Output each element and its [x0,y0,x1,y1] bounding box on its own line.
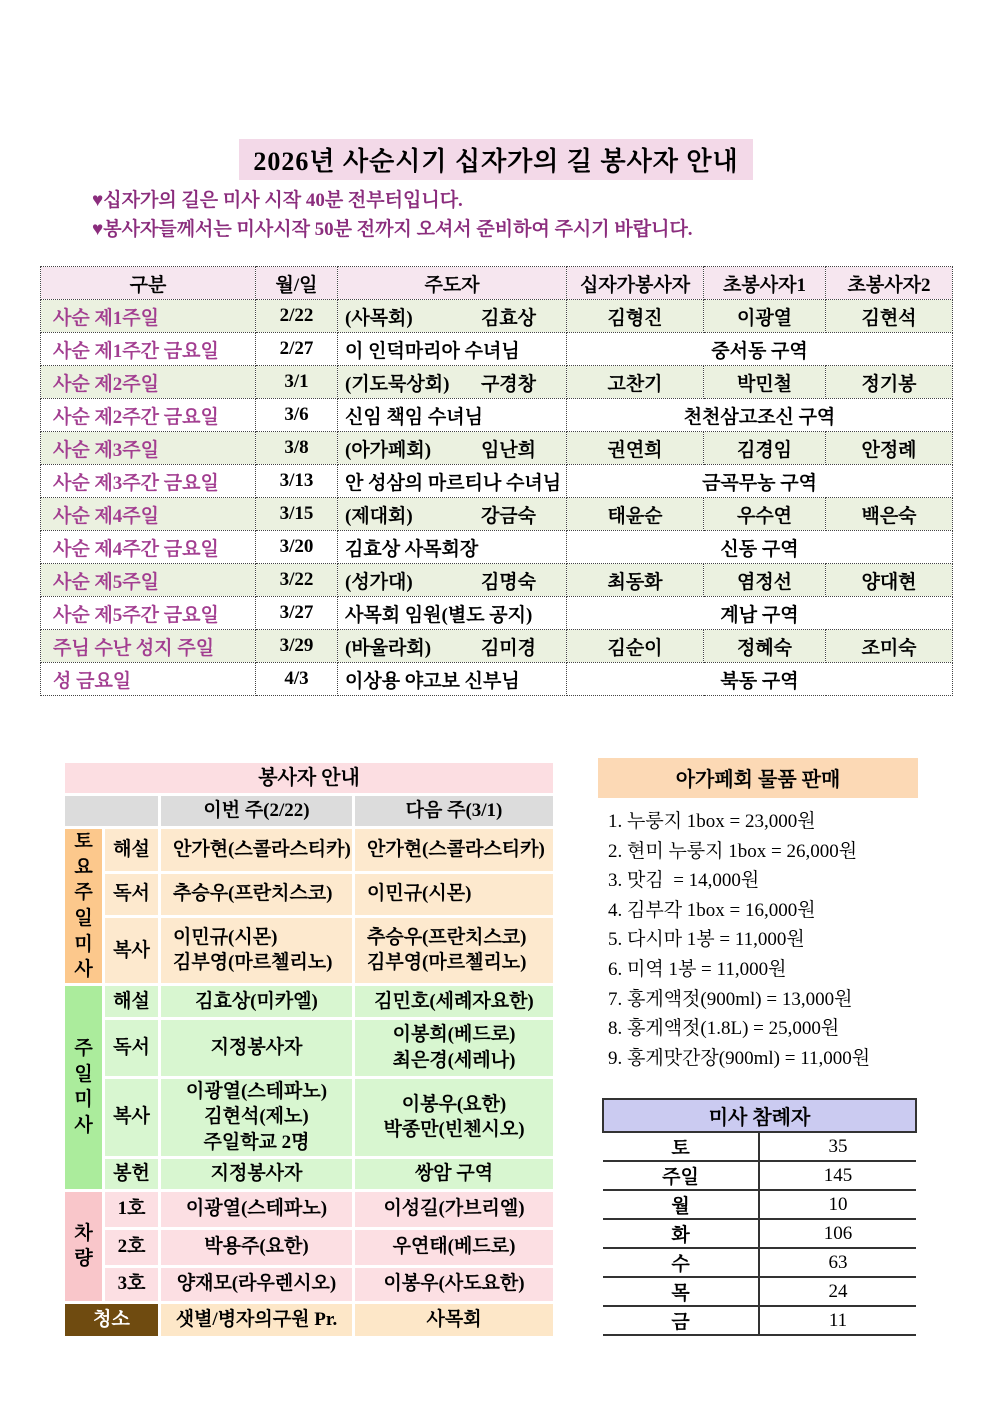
attendance-row [603,1161,916,1190]
col-header-assist1: 초봉사자1 [704,267,826,300]
role-cell: 독서 [104,872,160,917]
cross-volunteer-cell: 고찬기 [567,366,704,399]
notice-line-2: ♥봉사자들께서는 미사시작 50분 전까지 오셔서 준비하여 주시기 바랍니다. [92,219,693,240]
this-week-cell [160,984,354,1018]
role-cell: 복사 [104,917,160,985]
volunteer-name: 이광열(스테파노) [185,1198,328,1220]
sale-item: 5. 다시마 1봉 = 11,000원 [608,929,805,951]
group-label-vehicle: 차량 [64,1190,104,1302]
leader-cell [338,366,567,399]
attendance-row [603,1277,916,1306]
cross-volunteer-cell: 김순이 [567,630,704,663]
leader-cell [338,300,567,333]
volunteer-name: 최은경(세레나) [392,1049,516,1071]
next-week-cell [354,1228,555,1266]
date-cell: 3/20 [256,531,338,564]
date-cell: 3/6 [256,399,338,432]
notice-block [92,186,693,244]
date-cell: 3/15 [256,498,338,531]
this-week-cell [160,917,354,985]
agape-sale-list [598,807,920,1073]
assist1-cell: 정혜숙 [704,630,826,663]
cross-volunteer-cell: 태윤순 [567,498,704,531]
saturday-row [64,917,555,985]
leader-cell [338,399,567,432]
attendance-row [603,1132,916,1161]
category-cell: 사순 제5주간 금요일 [41,597,256,630]
next-week-cell: 사목회 [354,1302,555,1337]
schedule-row [41,630,953,663]
volunteer-title-row [64,762,555,795]
role-cell: 복사 [104,1077,160,1157]
date-cell: 3/27 [256,597,338,630]
leader-cell [338,630,567,663]
volunteer-header-row [64,795,555,828]
agape-sale-title: 아가페회 물품 판매 [598,758,918,798]
sale-item: 1. 누룽지 1box = 23,000원 [608,811,816,832]
schedule-row [41,300,953,333]
page-title-highlight: 2026년 사순시기 십자가의 길 봉사자 안내 [239,139,752,180]
group-label-saturday-mass: 토요주일미사 [64,828,104,985]
volunteer-name: 김효상(미카엘) [195,990,318,1012]
next-week-cell [354,1266,555,1302]
category-cell: 사순 제4주일 [41,498,256,531]
role-cell: 3호 [104,1266,160,1302]
leader-cell [338,531,567,564]
schedule-row [41,333,953,366]
assist1-cell: 김경임 [704,432,826,465]
attendance-title-row [603,1099,916,1132]
category-cell: 주님 수난 성지 주일 [41,630,256,663]
volunteer-name: 지정봉사자 [210,1037,303,1059]
schedule-row [41,465,953,498]
category-cell: 사순 제2주간 금요일 [41,399,256,432]
col-header-date: 월/일 [256,267,338,300]
volunteer-name: 박종만(빈첸시오) [383,1119,525,1141]
category-cell: 사순 제1주간 금요일 [41,333,256,366]
volunteer-name: 추승우(프란치스코) [367,926,527,948]
volunteer-name: 김부영(마르첼리노) [173,952,333,974]
leader-group: (바울라회) [345,637,432,659]
vehicle-row [64,1190,555,1228]
day-cell: 금 [603,1306,759,1335]
leader-name: 임난희 [480,439,536,461]
next-week-cell [354,1157,555,1190]
role-cell: 봉헌 [104,1157,160,1190]
role-cell: 2호 [104,1228,160,1266]
count-cell: 145 [759,1161,916,1190]
leader-cell [338,564,567,597]
this-week-cell [160,1228,354,1266]
schedule-row [41,399,953,432]
date-cell: 3/29 [256,630,338,663]
district-cell: 중서동 구역 [567,333,953,366]
assist2-cell: 안정례 [826,432,953,465]
assist2-cell: 정기봉 [826,366,953,399]
next-week-cell [354,828,555,873]
date-cell: 2/27 [256,333,338,366]
this-week-cell: 샛별/병자의구원 Pr. [160,1302,354,1337]
sale-item: 2. 현미 누룽지 1box = 26,000원 [608,840,858,862]
day-cell: 화 [603,1219,759,1248]
volunteer-name: 이봉우(사도요한) [383,1273,525,1295]
this-week-cell [160,1157,354,1190]
assist1-cell: 박민철 [704,366,826,399]
count-cell: 35 [759,1132,916,1161]
attendance-row [603,1190,916,1219]
district-cell: 금곡무농 구역 [567,465,953,498]
volunteer-name: 이성길(가브리엘) [383,1198,525,1220]
this-week-cell [160,1266,354,1302]
page-title [0,139,992,180]
vehicle-row [64,1266,555,1302]
leader-group: (기도묵상회) [345,373,450,395]
attendance-table [602,1098,917,1336]
count-cell: 24 [759,1277,916,1306]
leader-group: (성가대) [345,571,413,593]
next-week-cell [354,984,555,1018]
attendance-title: 미사 참례자 [603,1099,916,1132]
sunday-row [64,1157,555,1190]
assist1-cell: 우수연 [704,498,826,531]
assist1-cell: 염정선 [704,564,826,597]
volunteer-table [62,760,556,1339]
saturday-row [64,872,555,917]
leader-name: 구경창 [480,373,536,395]
assist2-cell: 조미숙 [826,630,953,663]
category-cell: 사순 제1주일 [41,300,256,333]
volunteer-name: 김민호(세례자요한) [374,990,534,1012]
col-header-cross: 십자가봉사자 [567,267,704,300]
sunday-row [64,1077,555,1157]
next-week-cell [354,917,555,985]
role-cell: 해설 [104,828,160,873]
vehicle-row [64,1228,555,1266]
district-cell: 계남 구역 [567,597,953,630]
day-cell: 목 [603,1277,759,1306]
schedule-table [40,266,953,696]
schedule-row [41,564,953,597]
leader-group: (사목회) [345,307,413,329]
schedule-header-row [41,267,953,300]
schedule-row [41,663,953,696]
district-cell: 신동 구역 [567,531,953,564]
date-cell: 3/8 [256,432,338,465]
next-week-cell [354,1077,555,1157]
role-cell: 해설 [104,984,160,1018]
schedule-row [41,366,953,399]
leader-name: 신임 책임 수녀님 [345,406,483,428]
attendance-row [603,1219,916,1248]
sale-item: 6. 미역 1봉 = 11,000원 [608,958,787,980]
count-cell: 106 [759,1219,916,1248]
assist2-cell: 양대현 [826,564,953,597]
volunteer-name: 김부영(마르첼리노) [367,952,527,974]
volunteer-name: 쌍암 구역 [414,1162,494,1184]
sale-item: 3. 맛김 = 14,000원 [608,870,760,892]
role-cell: 1호 [104,1190,160,1228]
volunteer-header-blank [64,795,160,828]
volunteer-title: 봉사자 안내 [64,762,555,795]
assist2-cell: 김현석 [826,300,953,333]
volunteer-name: 추승우(프란치스코) [173,883,333,905]
group-label-cleaning: 청소 [64,1302,160,1337]
col-header-assist2: 초봉사자2 [826,267,953,300]
saturday-row [64,828,555,873]
cleaning-row [64,1302,555,1337]
next-week-cell [354,1190,555,1228]
date-cell: 3/1 [256,366,338,399]
assist2-cell: 백은숙 [826,498,953,531]
leader-group: (아가페회) [345,439,432,461]
group-label-sunday-mass: 주일미사 [64,984,104,1190]
next-week-cell [354,1018,555,1077]
this-week-cell [160,1077,354,1157]
leader-name: 김효상 [480,307,536,329]
volunteer-name: 이광열(스테파노) [185,1080,328,1102]
volunteer-name: 이민규(시몬) [173,926,278,948]
sunday-row [64,1018,555,1077]
volunteer-name: 이민규(시몬) [367,883,472,905]
this-week-cell [160,872,354,917]
leader-name: 김미경 [480,637,536,659]
col-header-category: 구분 [41,267,256,300]
volunteer-name: 안가현(스콜라스티카) [367,838,545,860]
date-cell: 4/3 [256,663,338,696]
volunteer-name: 김현석(제노) [204,1106,309,1128]
leader-cell [338,465,567,498]
leader-name: 김효상 사목회장 [345,538,479,560]
volunteer-name: 이봉희(베드로) [392,1024,516,1046]
date-cell: 2/22 [256,300,338,333]
sale-item: 9. 홍게맛간장(900ml) = 11,000원 [608,1047,871,1069]
category-cell: 성 금요일 [41,663,256,696]
category-cell: 사순 제2주일 [41,366,256,399]
sale-item: 4. 김부각 1box = 16,000원 [608,899,816,921]
schedule-row [41,432,953,465]
volunteer-name: 박용주(요한) [204,1236,309,1258]
leader-cell [338,663,567,696]
leader-name: 안 성삼의 마르티나 수녀님 [345,472,562,494]
leader-name: 김명숙 [480,571,536,593]
schedule-row [41,498,953,531]
date-cell: 3/22 [256,564,338,597]
volunteer-name: 우연태(베드로) [392,1236,516,1258]
this-week-cell [160,828,354,873]
col-header-leader: 주도자 [338,267,567,300]
count-cell: 10 [759,1190,916,1219]
category-cell: 사순 제3주일 [41,432,256,465]
district-cell: 북동 구역 [567,663,953,696]
volunteer-name: 안가현(스콜라스티카) [173,838,351,860]
leader-cell [338,333,567,366]
count-cell: 11 [759,1306,916,1335]
volunteer-name: 지정봉사자 [210,1162,303,1184]
date-cell: 3/13 [256,465,338,498]
attendance-row [603,1306,916,1335]
leader-group: (제대회) [345,505,413,527]
leader-name: 사목회 임원(별도 공지) [345,604,533,626]
category-cell: 사순 제4주간 금요일 [41,531,256,564]
this-week-cell [160,1190,354,1228]
schedule-row [41,531,953,564]
day-cell: 수 [603,1248,759,1277]
notice-line-1: ♥십자가의 길은 미사 시작 40분 전부터입니다. [92,190,463,211]
volunteer-name: 이봉우(요한) [401,1093,507,1115]
day-cell: 주일 [603,1161,759,1190]
day-cell: 월 [603,1190,759,1219]
assist1-cell: 이광열 [704,300,826,333]
sunday-row [64,984,555,1018]
leader-cell [338,432,567,465]
week-this-header: 이번 주(2/22) [160,795,354,828]
category-cell: 사순 제3주간 금요일 [41,465,256,498]
volunteer-name: 주일학교 2명 [203,1132,310,1154]
cross-volunteer-cell: 김형진 [567,300,704,333]
volunteer-name: 양재모(라우렌시오) [176,1273,337,1295]
day-cell: 토 [603,1132,759,1161]
sale-item: 8. 홍게액젓(1.8L) = 25,000원 [608,1018,840,1040]
this-week-cell [160,1018,354,1077]
district-cell: 천천삼고조신 구역 [567,399,953,432]
leader-name: 이상용 야고보 신부님 [345,670,520,692]
cross-volunteer-cell: 권연희 [567,432,704,465]
leader-name: 강금숙 [480,505,536,527]
leader-name: 이 인덕마리아 수녀님 [345,340,520,362]
role-cell: 독서 [104,1018,160,1077]
cross-volunteer-cell: 최동화 [567,564,704,597]
category-cell: 사순 제5주일 [41,564,256,597]
count-cell: 63 [759,1248,916,1277]
next-week-cell [354,872,555,917]
sale-item: 7. 홍게액젓(900ml) = 13,000원 [608,988,853,1010]
week-next-header: 다음 주(3/1) [354,795,555,828]
schedule-row [41,597,953,630]
attendance-row [603,1248,916,1277]
right-column [598,758,920,1336]
leader-cell [338,498,567,531]
leader-cell [338,597,567,630]
